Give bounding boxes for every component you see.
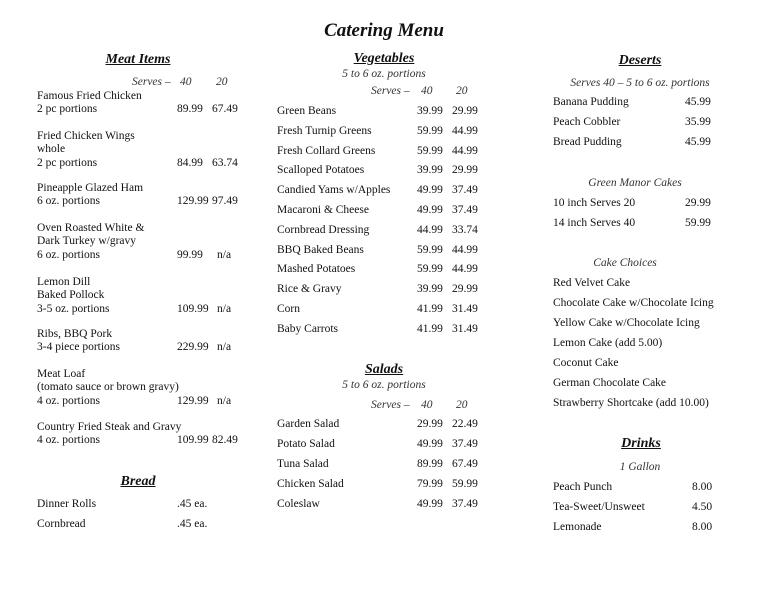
price-serves-20: 37.49 <box>452 498 478 510</box>
menu-item-line: Meat Loaf <box>37 368 86 380</box>
price-serves-40: 29.99 <box>417 418 443 430</box>
menu-item-name: Corn <box>277 303 300 315</box>
price-serves-40: 89.99 <box>417 458 443 470</box>
menu-item-line: 3-4 piece portions <box>37 341 121 354</box>
menu-item-name: Fresh Turnip Greens <box>277 124 372 137</box>
price-serves-20: 22.49 <box>452 418 478 430</box>
cake-choices-heading: Cake Choices <box>593 257 657 269</box>
cake-choice: Strawberry Shortcake (add 10.00) <box>553 397 709 409</box>
price-serves-40: 109.99 <box>177 302 209 315</box>
menu-item-name: Cornbread <box>37 518 86 530</box>
price-serves-20: 44.99 <box>452 124 478 137</box>
menu-item-name: Green Beans <box>277 105 337 117</box>
menu-item-name: Rice & Gravy <box>277 283 342 296</box>
price-serves-20: 37.49 <box>452 204 478 216</box>
price-serves-40: 49.99 <box>417 204 443 216</box>
price-serves-40: 49.99 <box>417 184 443 197</box>
price-serves-20: 44.99 <box>452 243 478 256</box>
price-serves-20: 59.99 <box>452 478 478 490</box>
price-serves-40: 41.99 <box>417 303 443 315</box>
menu-item-name: Tuna Salad <box>277 458 329 470</box>
cake-choice: Red Velvet Cake <box>553 277 631 289</box>
deserts-heading: Deserts <box>618 53 662 68</box>
price-serves-40: 229.99 <box>177 341 209 354</box>
price-serves-40: 39.99 <box>417 105 443 117</box>
menu-item-line: Pineapple Glazed Ham <box>37 182 144 194</box>
menu-item-name: Dinner Rolls <box>37 498 97 510</box>
cake-choice: Yellow Cake w/Chocolate Icing <box>553 317 700 329</box>
menu-item-price: 8.00 <box>692 521 713 533</box>
menu-item-name: Chicken Salad <box>277 478 344 490</box>
menu-item-line: whole <box>37 143 66 156</box>
menu-item-price: 8.00 <box>692 481 713 493</box>
price-serves-20: n/a <box>217 248 232 261</box>
menu-item-line: 2 pc portions <box>37 156 98 169</box>
menu-item-line: Fried Chicken Wings <box>37 130 135 142</box>
menu-item-line: (tomato sauce or brown gravy) <box>37 381 179 394</box>
price-serves-40: 59.99 <box>417 263 443 276</box>
price-serves-40: 89.99 <box>177 103 203 116</box>
page-title: Catering Menu <box>324 20 444 41</box>
menu-item-line: Ribs, BBQ Pork <box>37 328 113 340</box>
menu-item-name: Peach Cobbler <box>553 116 621 128</box>
menu-item-name: Macaroni & Cheese <box>277 204 369 216</box>
price-serves-40: 49.99 <box>417 498 443 510</box>
menu-item-price: 59.99 <box>685 217 711 229</box>
menu-item-line: Lemon Dill <box>37 276 91 288</box>
menu-item-price: 45.99 <box>685 96 711 108</box>
vegetables-subtitle: 5 to 6 oz. portions <box>342 68 426 80</box>
price-serves-40: 44.99 <box>417 223 443 236</box>
menu-item-line: 4 oz. portions <box>37 434 100 447</box>
price-serves-20: n/a <box>217 302 232 315</box>
menu-item-price: 4.50 <box>692 501 713 513</box>
price-serves-20: 31.49 <box>452 303 478 315</box>
menu-item-name: Banana Pudding <box>553 96 629 108</box>
price-serves-20: 44.99 <box>452 263 478 276</box>
price-serves-40: 84.99 <box>177 156 203 169</box>
price-serves-40: 99.99 <box>177 248 203 261</box>
menu-item-name: Potato Salad <box>277 438 335 450</box>
menu-item-price: .45 ea. <box>177 518 208 530</box>
menu-item-name: Candied Yams w/Apples <box>277 184 391 197</box>
bread-heading: Bread <box>120 474 156 489</box>
menu-item-line: 4 oz. portions <box>37 394 100 407</box>
menu-item-name: Lemonade <box>553 521 602 533</box>
price-serves-20: 29.99 <box>452 283 478 296</box>
price-serves-20: 29.99 <box>452 164 478 177</box>
cake-choice: Chocolate Cake w/Chocolate Icing <box>553 297 714 309</box>
price-serves-20: n/a <box>217 394 232 407</box>
cake-choice: German Chocolate Cake <box>553 377 667 389</box>
serves-label: Serves – <box>371 399 410 411</box>
price-serves-40: 41.99 <box>417 322 443 335</box>
salads-heading: Salads <box>364 362 404 377</box>
menu-item-name: Peach Punch <box>553 481 613 493</box>
menu-item-price: 45.99 <box>685 136 711 148</box>
salads-subtitle: 5 to 6 oz. portions <box>342 379 426 391</box>
menu-item-name: Bread Pudding <box>553 136 622 148</box>
serves-label: Serves – <box>132 76 171 88</box>
price-serves-20: 37.49 <box>452 184 478 197</box>
menu-item-line: Country Fried Steak and Gravy <box>37 421 182 433</box>
price-serves-40: 129.99 <box>177 195 209 208</box>
menu-item-name: BBQ Baked Beans <box>277 243 364 256</box>
menu-item-price: 29.99 <box>685 197 711 209</box>
price-serves-20: n/a <box>217 341 232 354</box>
price-serves-40: 59.99 <box>417 124 443 137</box>
drinks-heading: Drinks <box>621 436 661 451</box>
price-serves-20: 67.49 <box>452 458 478 470</box>
price-serves-20: 29.99 <box>452 105 478 117</box>
menu-item-line: Famous Fried Chicken <box>37 90 142 102</box>
menu-item-name: Scalloped Potatoes <box>277 164 365 177</box>
serves-20-header: 20 <box>216 76 228 88</box>
cake-choice: Lemon Cake (add 5.00) <box>553 337 663 349</box>
menu-item-line: 2 pc portions <box>37 103 98 116</box>
menu-item-line: 6 oz. portions <box>37 248 100 261</box>
price-serves-20: 67.49 <box>212 103 238 116</box>
price-serves-40: 129.99 <box>177 394 209 407</box>
price-serves-40: 49.99 <box>417 438 443 450</box>
menu-item-price: .45 ea. <box>177 498 208 510</box>
menu-item-name: 10 inch Serves 20 <box>553 197 636 209</box>
price-serves-20: 31.49 <box>452 322 478 335</box>
menu-item-name: Garden Salad <box>277 418 340 430</box>
serves-20-header: 20 <box>456 85 468 97</box>
menu-item-name: Baby Carrots <box>277 322 339 335</box>
meat-items-heading: Meat Items <box>105 52 171 67</box>
menu-item-name: Cornbread Dressing <box>277 223 370 236</box>
price-serves-40: 109.99 <box>177 434 209 447</box>
price-serves-40: 79.99 <box>417 478 443 490</box>
price-serves-40: 59.99 <box>417 144 443 157</box>
drinks-subtitle: 1 Gallon <box>619 461 661 473</box>
vegetables-heading: Vegetables <box>353 51 415 66</box>
price-serves-20: 33.74 <box>452 223 478 236</box>
price-serves-20: 37.49 <box>452 438 478 450</box>
menu-item-line: 6 oz. portions <box>37 195 100 208</box>
menu-item-name: Tea-Sweet/Unsweet <box>553 501 645 513</box>
menu-item-name: Coleslaw <box>277 498 320 510</box>
serves-label: Serves – <box>371 85 410 97</box>
serves-20-header: 20 <box>456 399 468 411</box>
menu-item-line: Oven Roasted White & <box>37 222 145 234</box>
serves-40-header: 40 <box>180 76 192 88</box>
cake-choice: Coconut Cake <box>553 357 619 369</box>
serves-40-header: 40 <box>421 399 433 411</box>
price-serves-40: 39.99 <box>417 283 443 296</box>
menu-item-name: Mashed Potatoes <box>277 263 356 276</box>
deserts-subtitle: Serves 40 – 5 to 6 oz. portions <box>570 77 710 89</box>
price-serves-20: 82.49 <box>212 434 238 447</box>
price-serves-20: 44.99 <box>452 144 478 157</box>
price-serves-40: 59.99 <box>417 243 443 256</box>
menu-item-name: Fresh Collard Greens <box>277 144 376 157</box>
menu-item-price: 35.99 <box>685 116 711 128</box>
price-serves-20: 97.49 <box>212 195 238 208</box>
menu-item-line: Dark Turkey w/gravy <box>37 235 137 248</box>
menu-item-name: 14 inch Serves 40 <box>553 217 636 229</box>
menu-item-line: Baked Pollock <box>37 289 105 302</box>
serves-40-header: 40 <box>421 85 433 97</box>
price-serves-40: 39.99 <box>417 164 443 177</box>
menu-item-line: 3-5 oz. portions <box>37 302 110 315</box>
cakes-heading: Green Manor Cakes <box>588 177 682 189</box>
price-serves-20: 63.74 <box>212 156 238 169</box>
